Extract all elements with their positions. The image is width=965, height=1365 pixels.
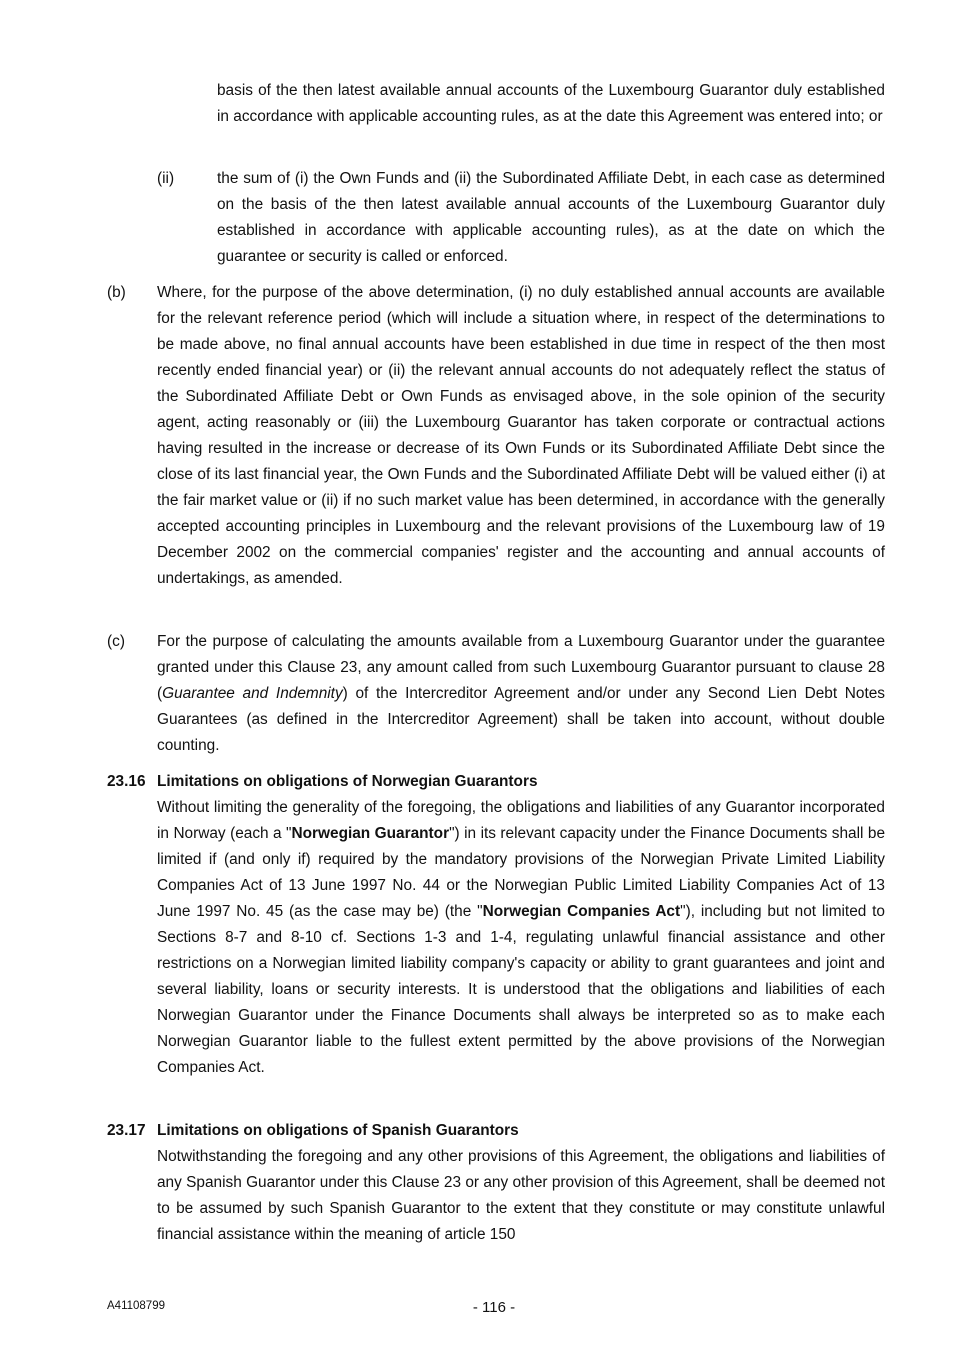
- section-23-16-title: Limitations on obligations of Norwegian Guarantors: [157, 773, 538, 790]
- s2316-text-1: Without limiting the generality of the foregoing, the obligations and liabilities of any Guarantor incorporated in Norway (each a ": [157, 799, 885, 842]
- item-c-text: [157, 629, 885, 759]
- page-number: - 116 -: [472, 1299, 516, 1316]
- section-23-17-body: Notwithstanding the foregoing and any other provisions of this Agreement, the obligations and liabilities of any Spanish Guarantor under this Clause 23 or any other provision of this Agreement, shall be deemed not to be assumed by such Spanish Guarantor to the extent that they constitute or may constitute unlawful financial assistance within the meaning of article 150: [157, 1148, 885, 1243]
- s2316-text-2: ") in its relevant capacity under the Finance Documents shall be limited if (and only if) required by the mandatory provisions of the Norwegian Private Limited Liability Companies Act of 13 June 1997 No. 44 or the Norwegian Public Limited Liability Companies Act of 13 June 1997 No. 45 (as the case may be) (the ": [157, 825, 885, 920]
- item-b-label: (b): [107, 284, 126, 301]
- item-c-italic-term: Guarantee and Indemnity: [162, 685, 343, 702]
- item-c-label: (c): [107, 633, 125, 650]
- para-i-continuation: basis of the then latest available annual accounts of the Luxembourg Guarantor duly established in accordance with applicable accounting rules, as at the date this Agreement was entered into; or: [217, 82, 885, 125]
- item-ii-text: the sum of (i) the Own Funds and (ii) the Subordinated Affiliate Debt, in each case as determined on the basis of the then latest available annual accounts of the Luxembourg Guarantor duly established in accordance with applicable accounting rules), as at the date on which the guarantee or security is called or enforced.: [217, 170, 885, 265]
- defined-term-norwegian-guarantor: Norwegian Guarantor: [291, 825, 450, 842]
- s2316-text-3: "), including but not limited to Sections 8-7 and 8-10 cf. Sections 1-3 and 1-4, regulating unlawful financial assistance and other restrictions on a Norwegian limited liability company's capacity or ability to grant guarantees and joint and several liability, loans or security interests. It is understood that the obligations and liabilities of each Norwegian Guarantor under the Finance Documents shall always be interpreted so as to make each Norwegian Guarantor liable to the fullest extent permitted by the above provisions of the Norwegian Companies Act.: [157, 903, 885, 1076]
- section-23-16-number: 23.16: [107, 773, 146, 790]
- item-c-text-2: ) of the Intercreditor Agreement and/or under any Second Lien Debt Notes Guarantees (as defined in the Intercreditor Agreement) shall be taken into account, without double counting.: [157, 685, 885, 754]
- section-23-16-body: [157, 795, 885, 1081]
- item-ii-label: (ii): [157, 170, 175, 187]
- document-reference: A41108799: [107, 1300, 165, 1312]
- item-b-text: Where, for the purpose of the above determination, (i) no duly established annual accounts are available for the relevant reference period (which will include a situation where, in respect of the determinations to be made above, no final annual accounts have been established in due time in respect of the then most recently ended financial year) or (ii) the relevant annual accounts do not adequately reflect the status of the Subordinated Affiliate Debt or Own Funds as envisaged above, in the sole opinion of the security agent, acting reasonably or (iii) the Luxembourg Guarantor has taken corporate or contractual actions having resulted in the increase or decrease of its Own Funds or its Subordinated Affiliate Debt since the close of its last financial year, the Own Funds and the Subordinated Affiliate Debt will be valued either (i) at the fair market value or (ii) if no such market value has been determined, in accordance with the generally accepted accounting principles in Luxembourg and the relevant provisions of the Luxembourg law of 19 December 2002 on the commercial companies' register and the accounting and annual accounts of undertakings, as amended.: [157, 284, 885, 587]
- item-c-text-1: For the purpose of calculating the amounts available from a Luxembourg Guarantor under the guarantee granted under this Clause 23, any amount called from such Luxembourg Guarantor pursuant to clause 28 (: [157, 633, 885, 702]
- defined-term-norwegian-companies-act: Norwegian Companies Act: [482, 903, 681, 920]
- section-23-17-title: Limitations on obligations of Spanish Guarantors: [157, 1122, 519, 1139]
- section-23-17-number: 23.17: [107, 1122, 146, 1139]
